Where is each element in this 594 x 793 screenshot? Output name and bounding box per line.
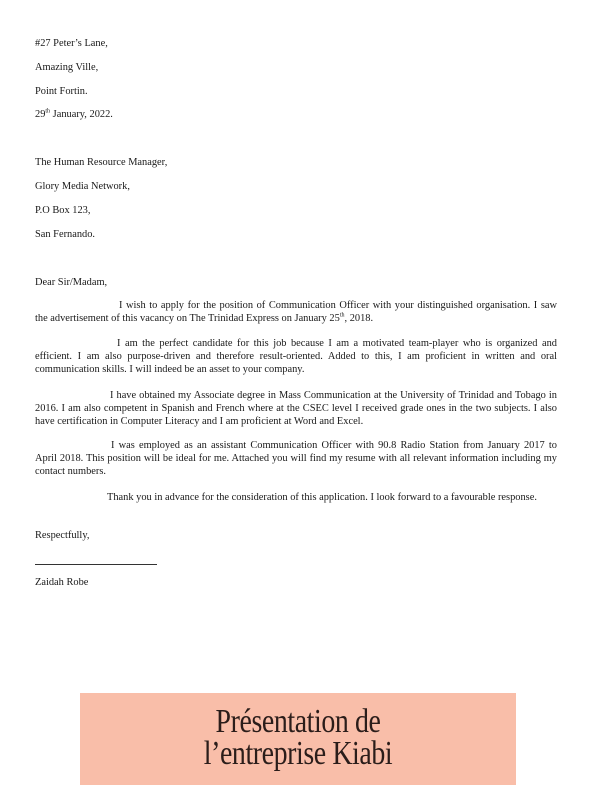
sender-address-line-2: Amazing Ville, [35, 62, 99, 73]
paragraph-4: I was employed as an assistant Communication Officer with 90.8 Radio Station from January 2017 to April 2018. This position will be ideal for me. Attached you will find my resume with all relevant information including my contact numbers. [35, 440, 557, 477]
paragraph-2: I am the perfect candidate for this job because I am a motivated team-player who is organized and efficient. I am also purpose-driven and therefore result-oriented. Added to this, I am proficient in written and oral communication skills. I will indeed be an asset to your company. [35, 338, 557, 375]
banner [80, 693, 516, 785]
paragraph-1 [35, 299, 557, 325]
paragraph-3: I have obtained my Associate degree in Mass Communication at the University of Trinidad and Tobago in 2016. I am also competent in Spanish and French where at the CSEC level I received grade ones in the two subjects. I also have certification in Computer Literacy and I am proficient at Word and Excel. [35, 390, 557, 427]
paragraph-1-text: I wish to apply for the position of Communication Officer with your distinguished organisation. I saw the advertisement of this vacancy on The Trinidad Express on January 25 [35, 300, 557, 324]
recipient-line-2: Glory Media Network, [35, 181, 130, 192]
date-day: 29 [35, 109, 46, 120]
date-rest: January, 2022. [50, 109, 113, 120]
letter-date [35, 108, 113, 121]
signature-line [35, 564, 157, 565]
recipient-line-3: P.O Box 123, [35, 205, 91, 216]
signature-name: Zaidah Robe [35, 577, 89, 588]
paragraph-1-sup: th [339, 312, 345, 319]
sender-address-line-3: Point Fortin. [35, 86, 88, 97]
closing: Respectfully, [35, 530, 90, 541]
salutation: Dear Sir/Madam, [35, 277, 108, 288]
paragraph-1-end: , 2018. [344, 313, 374, 324]
date-suffix: th [45, 108, 51, 115]
banner-title-line-1: Présentation de [215, 703, 381, 740]
recipient-line-1: The Human Resource Manager, [35, 157, 168, 168]
banner-title [119, 703, 477, 772]
recipient-line-4: San Fernando. [35, 229, 96, 240]
banner-title-line-2: l’entreprise Kiabi [203, 735, 393, 772]
sender-address-line-1: #27 Peter’s Lane, [35, 38, 108, 49]
paragraph-5: Thank you in advance for the consideration of this application. I look forward to a favourable response. [107, 492, 537, 503]
